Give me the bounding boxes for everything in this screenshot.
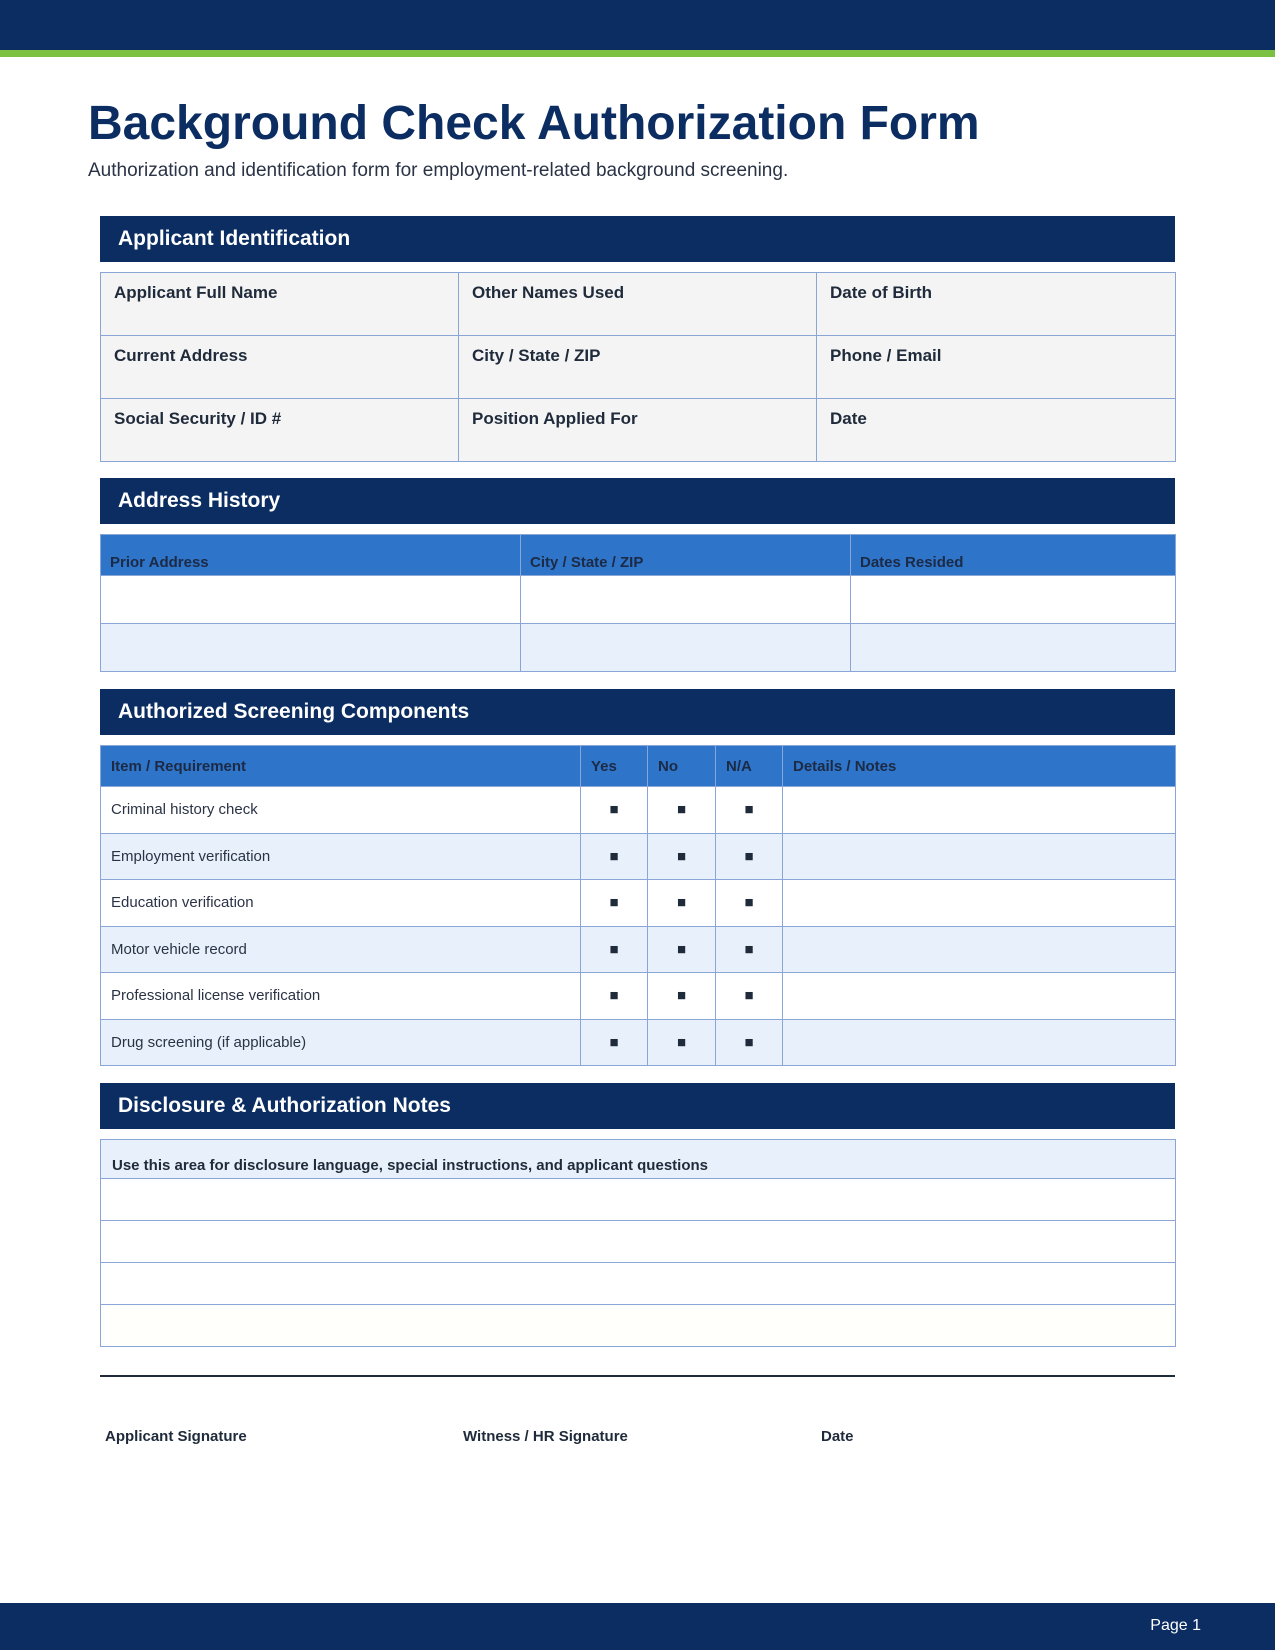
yes-checkbox[interactable]: ■ xyxy=(581,973,648,1020)
prior-address-cell[interactable] xyxy=(101,624,521,672)
city-state-zip-cell[interactable] xyxy=(521,624,851,672)
no-checkbox[interactable]: ■ xyxy=(648,973,716,1020)
na-checkbox[interactable]: ■ xyxy=(716,973,783,1020)
column-header-prior-address: Prior Address xyxy=(101,535,521,576)
applicant-full-name-field[interactable]: Applicant Full Name xyxy=(101,273,459,336)
section-heading-disclosure-notes: Disclosure & Authorization Notes xyxy=(100,1083,1175,1129)
footer-banner xyxy=(0,1603,1275,1650)
table-row xyxy=(101,833,1176,880)
screening-components-table xyxy=(100,745,1176,1066)
current-address-field[interactable]: Current Address xyxy=(101,336,459,399)
yes-checkbox[interactable]: ■ xyxy=(581,787,648,834)
ssn-id-field[interactable]: Social Security / ID # xyxy=(101,399,459,462)
signature-divider xyxy=(100,1375,1175,1377)
table-row xyxy=(101,787,1176,834)
other-names-used-field[interactable]: Other Names Used xyxy=(459,273,817,336)
signature-date-label: Date xyxy=(821,1428,854,1445)
details-notes-cell[interactable] xyxy=(783,973,1176,1020)
witness-signature-label: Witness / HR Signature xyxy=(463,1428,628,1445)
no-checkbox[interactable]: ■ xyxy=(648,787,716,834)
details-notes-cell[interactable] xyxy=(783,880,1176,927)
table-row xyxy=(101,880,1176,927)
dates-resided-cell[interactable] xyxy=(851,624,1176,672)
notes-line[interactable] xyxy=(101,1179,1176,1221)
notes-line[interactable] xyxy=(101,1221,1176,1263)
no-checkbox[interactable]: ■ xyxy=(648,833,716,880)
screening-item-label: Motor vehicle record xyxy=(101,926,581,973)
date-of-birth-field[interactable]: Date of Birth xyxy=(817,273,1176,336)
details-notes-cell[interactable] xyxy=(783,787,1176,834)
screening-item-label: Professional license verification xyxy=(101,973,581,1020)
table-row xyxy=(101,624,1176,672)
notes-instruction: Use this area for disclosure language, special instructions, and applicant questions xyxy=(101,1140,1176,1179)
screening-item-label: Drug screening (if applicable) xyxy=(101,1019,581,1066)
date-field[interactable]: Date xyxy=(817,399,1176,462)
screening-item-label: Criminal history check xyxy=(101,787,581,834)
column-header-na: N/A xyxy=(716,746,783,787)
yes-checkbox[interactable]: ■ xyxy=(581,926,648,973)
phone-email-field[interactable]: Phone / Email xyxy=(817,336,1176,399)
no-checkbox[interactable]: ■ xyxy=(648,880,716,927)
na-checkbox[interactable]: ■ xyxy=(716,880,783,927)
section-heading-screening-components: Authorized Screening Components xyxy=(100,689,1175,735)
column-header-no: No xyxy=(648,746,716,787)
page-number: Page 1 xyxy=(1150,1617,1201,1634)
column-header-dates-resided: Dates Resided xyxy=(851,535,1176,576)
top-banner xyxy=(0,0,1275,50)
position-applied-for-field[interactable]: Position Applied For xyxy=(459,399,817,462)
applicant-identification-table xyxy=(100,272,1176,462)
city-state-zip-field[interactable]: City / State / ZIP xyxy=(459,336,817,399)
yes-checkbox[interactable]: ■ xyxy=(581,1019,648,1066)
table-row xyxy=(101,973,1176,1020)
column-header-city-state-zip: City / State / ZIP xyxy=(521,535,851,576)
details-notes-cell[interactable] xyxy=(783,833,1176,880)
na-checkbox[interactable]: ■ xyxy=(716,1019,783,1066)
applicant-signature-label: Applicant Signature xyxy=(105,1428,247,1445)
na-checkbox[interactable]: ■ xyxy=(716,926,783,973)
na-checkbox[interactable]: ■ xyxy=(716,787,783,834)
address-history-table xyxy=(100,534,1176,672)
details-notes-cell[interactable] xyxy=(783,1019,1176,1066)
section-heading-applicant-identification: Applicant Identification xyxy=(100,216,1175,262)
prior-address-cell[interactable] xyxy=(101,576,521,624)
disclosure-notes-table xyxy=(100,1139,1176,1347)
table-row xyxy=(101,1019,1176,1066)
no-checkbox[interactable]: ■ xyxy=(648,926,716,973)
yes-checkbox[interactable]: ■ xyxy=(581,880,648,927)
column-header-item: Item / Requirement xyxy=(101,746,581,787)
column-header-yes: Yes xyxy=(581,746,648,787)
section-heading-address-history: Address History xyxy=(100,478,1175,524)
screening-item-label: Employment verification xyxy=(101,833,581,880)
city-state-zip-cell[interactable] xyxy=(521,576,851,624)
notes-line[interactable] xyxy=(101,1263,1176,1305)
dates-resided-cell[interactable] xyxy=(851,576,1176,624)
top-accent-stripe xyxy=(0,50,1275,57)
yes-checkbox[interactable]: ■ xyxy=(581,833,648,880)
form-subtitle: Authorization and identification form for employment-related background screening. xyxy=(88,160,789,181)
table-row xyxy=(101,576,1176,624)
screening-item-label: Education verification xyxy=(101,880,581,927)
na-checkbox[interactable]: ■ xyxy=(716,833,783,880)
column-header-details: Details / Notes xyxy=(783,746,1176,787)
table-row xyxy=(101,926,1176,973)
form-title: Background Check Authorization Form xyxy=(88,97,980,150)
details-notes-cell[interactable] xyxy=(783,926,1176,973)
notes-line[interactable] xyxy=(101,1305,1176,1347)
no-checkbox[interactable]: ■ xyxy=(648,1019,716,1066)
